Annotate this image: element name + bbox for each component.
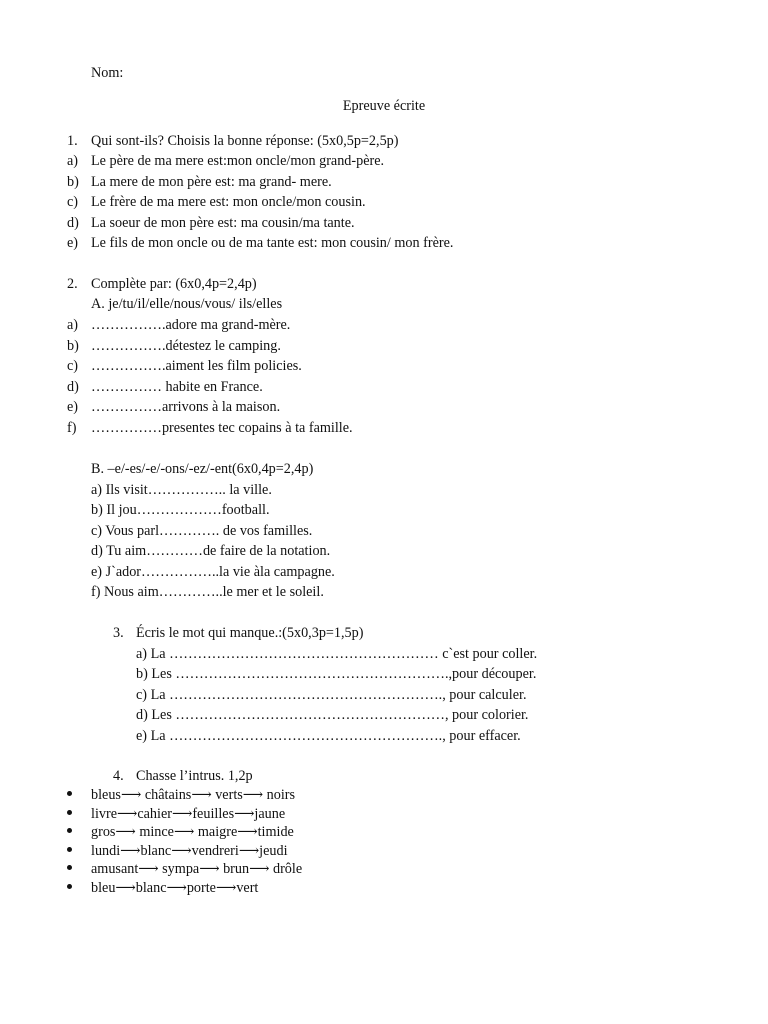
q1-item-text: Le père de ma mere est:mon oncle/mon grand-père. — [91, 153, 385, 169]
q1-item-text: La mere de mon père est: ma grand- mere. — [91, 174, 332, 190]
q1-item-text: La soeur de mon père est: ma cousin/ma tante. — [91, 215, 355, 231]
q4-number: 4. — [113, 768, 124, 784]
bullet-icon — [67, 810, 72, 815]
q2a-item-marker: d) — [67, 379, 79, 395]
bullet-icon — [67, 828, 72, 833]
bullet-icon — [67, 884, 72, 889]
q2a-item-marker: f) — [67, 420, 77, 436]
q2a-item-marker: a) — [67, 317, 79, 333]
q2-part-a-title: A. je/tu/il/elle/nous/vous/ ils/elles — [91, 296, 283, 312]
q3-number: 3. — [113, 625, 124, 641]
q4-item: lundi⟶blanc⟶vendreri⟶jeudi — [91, 843, 288, 859]
q2a-item-text: ……………presentes tec copains à ta famille. — [91, 420, 353, 436]
q2a-item-text: …………….aiment les film policies. — [91, 358, 302, 374]
bullet-icon — [67, 847, 72, 852]
q2-part-b-title: B. –e/-es/-e/-ons/-ez/-ent(6x0,4p=2,4p) — [91, 461, 314, 477]
q3-item: e) La …………………………………………………., pour effacer. — [136, 728, 521, 744]
q2b-item: e) J`ador……………..la vie àla campagne. — [91, 564, 335, 580]
q4-item: amusant⟶ sympa⟶ brun⟶ drôle — [91, 861, 303, 877]
q1-item-text: Le fils de mon oncle ou de ma tante est: mon cousin/ mon frère. — [91, 235, 454, 251]
q4-item: livre⟶cahier⟶feuilles⟶jaune — [91, 806, 286, 822]
q2b-item: d) Tu aim…………de faire de la notation. — [91, 543, 331, 559]
q2a-item-text: …………….adore ma grand-mère. — [91, 317, 291, 333]
q2b-item: f) Nous aim…………..le mer et le soleil. — [91, 584, 324, 600]
q4-item: gros⟶ mince⟶ maigre⟶timide — [91, 824, 294, 840]
q1-item-marker: b) — [67, 174, 79, 190]
q3-item: d) Les …………………………………………………, pour colorier. — [136, 707, 529, 723]
q4-item: bleus⟶ châtains⟶ verts⟶ noirs — [91, 787, 296, 803]
bullet-icon — [67, 791, 72, 796]
q1-number: 1. — [67, 133, 78, 149]
q3-item: b) Les ………………………………………………….,pour découper. — [136, 666, 537, 682]
q1-item-marker: a) — [67, 153, 79, 169]
q1-item-marker: d) — [67, 215, 79, 231]
q2b-item: c) Vous parl…………. de vos familles. — [91, 523, 313, 539]
q2a-item-marker: e) — [67, 399, 79, 415]
q2a-item-text: ……………arrivons à la maison. — [91, 399, 281, 415]
q1-item-text: Le frère de ma mere est: mon oncle/mon cousin. — [91, 194, 366, 210]
q2a-item-marker: b) — [67, 338, 79, 354]
q2b-item: a) Ils visit…………….. la ville. — [91, 482, 272, 498]
q2-prompt: Complète par: (6x0,4p=2,4p) — [91, 276, 257, 292]
q4-item: bleu⟶blanc⟶porte⟶vert — [91, 880, 259, 896]
q2-number: 2. — [67, 276, 78, 292]
q1-prompt: Qui sont-ils? Choisis la bonne réponse: (5x0,5p=2,5p) — [91, 133, 399, 149]
nom-label: Nom: — [91, 65, 124, 81]
bullet-icon — [67, 865, 72, 870]
q1-item-marker: c) — [67, 194, 79, 210]
document-title: Epreuve écrite — [342, 98, 426, 114]
q3-item: a) La ………………………………………………… c`est pour coller. — [136, 646, 538, 662]
q2a-item-text: …………… habite en France. — [91, 379, 263, 395]
q4-prompt: Chasse l’intrus. 1,2p — [136, 768, 253, 784]
q2a-item-text: …………….détestez le camping. — [91, 338, 281, 354]
q3-prompt: Écris le mot qui manque.:(5x0,3p=1,5p) — [136, 625, 364, 641]
q2b-item: b) Il jou………………football. — [91, 502, 270, 518]
q2a-item-marker: c) — [67, 358, 79, 374]
q3-item: c) La …………………………………………………., pour calculer. — [136, 687, 527, 703]
q1-item-marker: e) — [67, 235, 79, 251]
